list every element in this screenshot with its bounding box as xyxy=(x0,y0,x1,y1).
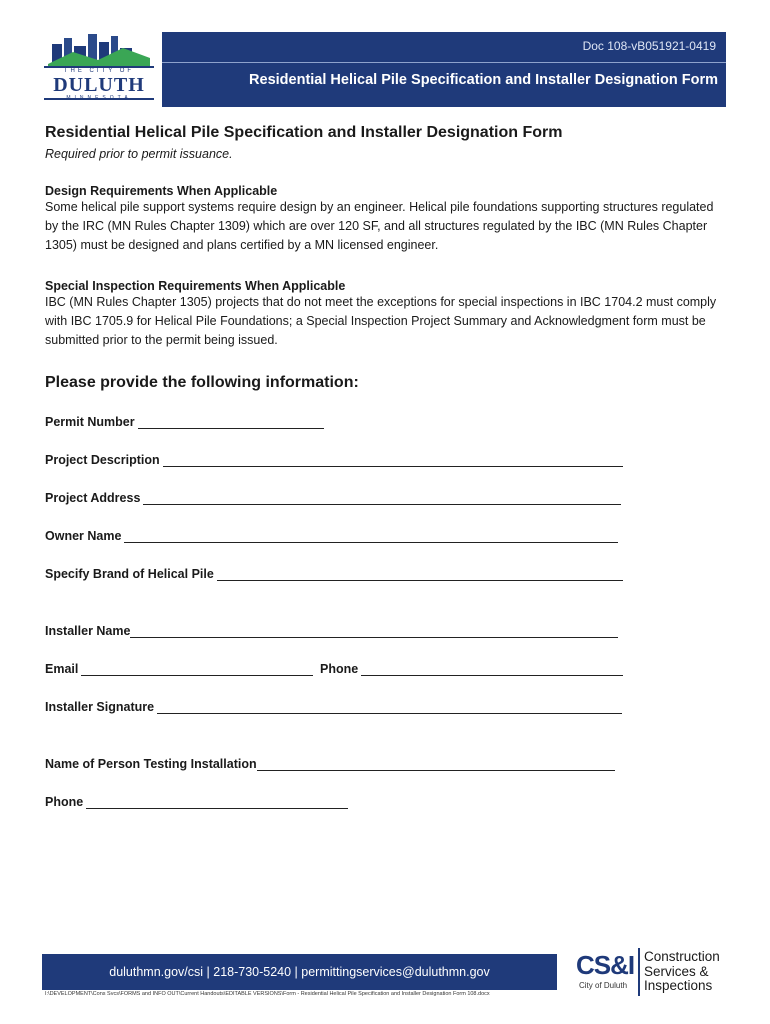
section-heading: Special Inspection Requirements When Applicable xyxy=(45,279,346,293)
csi-divider xyxy=(638,948,640,996)
installer-signature-input[interactable] xyxy=(157,699,622,714)
form-subtitle: Required prior to permit issuance. xyxy=(45,147,233,161)
header-title: Residential Helical Pile Specification and Installer Designation Form xyxy=(249,72,718,88)
phone-input[interactable] xyxy=(361,661,623,676)
installer-name-field xyxy=(45,623,618,638)
section-body: IBC (MN Rules Chapter 1305) projects that do not meet the exceptions for special inspections in IBC 1704.2 must comply with IBC 1705.9 for Helical Pile Foundations; a Special Inspection Project Summary and Acknowledgment form must be submitted prior to the permit being issued. xyxy=(45,295,717,347)
design-requirements-section xyxy=(45,184,725,255)
pile-brand-input[interactable] xyxy=(217,566,623,581)
project-address-input[interactable] xyxy=(143,490,621,505)
tester-name-input[interactable] xyxy=(257,756,615,771)
permit-number-field xyxy=(45,414,324,429)
csi-abbreviation: CS&I xyxy=(576,950,635,980)
tester-name-field xyxy=(45,756,615,771)
field-label: Project Description xyxy=(45,453,160,467)
special-inspection-section xyxy=(45,279,725,350)
footer-contact-bar xyxy=(42,954,557,990)
field-label: Installer Signature xyxy=(45,700,155,714)
project-address-field xyxy=(45,490,621,505)
email-input[interactable] xyxy=(81,661,313,676)
field-label: Permit Number xyxy=(45,415,135,429)
csi-name-line: Inspections xyxy=(644,978,713,993)
field-label: Installer Name xyxy=(45,624,131,638)
permit-number-input[interactable] xyxy=(138,414,324,429)
owner-name-input[interactable] xyxy=(124,528,618,543)
project-description-input[interactable] xyxy=(163,452,623,467)
field-label: Name of Person Testing Installation xyxy=(45,757,257,771)
doc-number: Doc 108-vB051921-0419 xyxy=(582,39,716,53)
city-of-duluth-logo xyxy=(38,30,160,108)
phone-field xyxy=(320,661,623,676)
field-label: Project Address xyxy=(45,491,141,505)
installer-signature-field xyxy=(45,699,622,714)
owner-name-field xyxy=(45,528,618,543)
field-label: Phone xyxy=(320,662,359,676)
footer-contact: duluthmn.gov/csi | 218-730-5240 | permittingservices@duluthmn.gov xyxy=(109,965,490,979)
project-description-field xyxy=(45,452,623,467)
csi-city: City of Duluth xyxy=(579,981,628,990)
form-intro xyxy=(45,124,725,391)
logo-city-name: DULUTH xyxy=(53,74,145,96)
section-body: Some helical pile support systems require design by an engineer. Helical pile foundations supporting structures regulated by the IRC (MN Rules Chapter 1309) which are over 120 SF, and all structures regulated by the IBC (MN Rules Chapter 1305) must be designed and plans certified by a MN licensed engineer. xyxy=(45,200,714,252)
header-bar xyxy=(162,32,726,107)
installer-name-input[interactable] xyxy=(130,623,618,638)
field-label: Owner Name xyxy=(45,529,122,543)
header-divider xyxy=(162,62,726,63)
logo-state-name: MINNESOTA xyxy=(66,95,132,101)
logo-small-text: THE CITY OF xyxy=(63,68,135,74)
csi-logo xyxy=(576,948,726,998)
csi-name-line: Services & xyxy=(644,963,709,979)
field-label: Phone xyxy=(45,795,84,809)
csi-department-name xyxy=(644,950,720,994)
email-field xyxy=(45,661,313,676)
field-label: Specify Brand of Helical Pile xyxy=(45,567,214,581)
tester-phone-field xyxy=(45,794,348,809)
csi-name-line: Construction xyxy=(644,949,720,964)
field-label: Email xyxy=(45,662,79,676)
tester-phone-input[interactable] xyxy=(86,794,348,809)
footer-file-path: I:\DEVELOPMENT\Cons Svcs\FORMS and INFO OUT\Current Handouts\EDITABLE VERSIONS\Form - Residential Helical Pile Specification and Installer Designation Form 108.docx xyxy=(45,991,490,997)
form-title: Residential Helical Pile Specification and Installer Designation Form xyxy=(45,124,563,141)
pile-brand-field xyxy=(45,566,623,581)
section-heading: Design Requirements When Applicable xyxy=(45,184,278,198)
info-prompt: Please provide the following information: xyxy=(45,374,359,391)
